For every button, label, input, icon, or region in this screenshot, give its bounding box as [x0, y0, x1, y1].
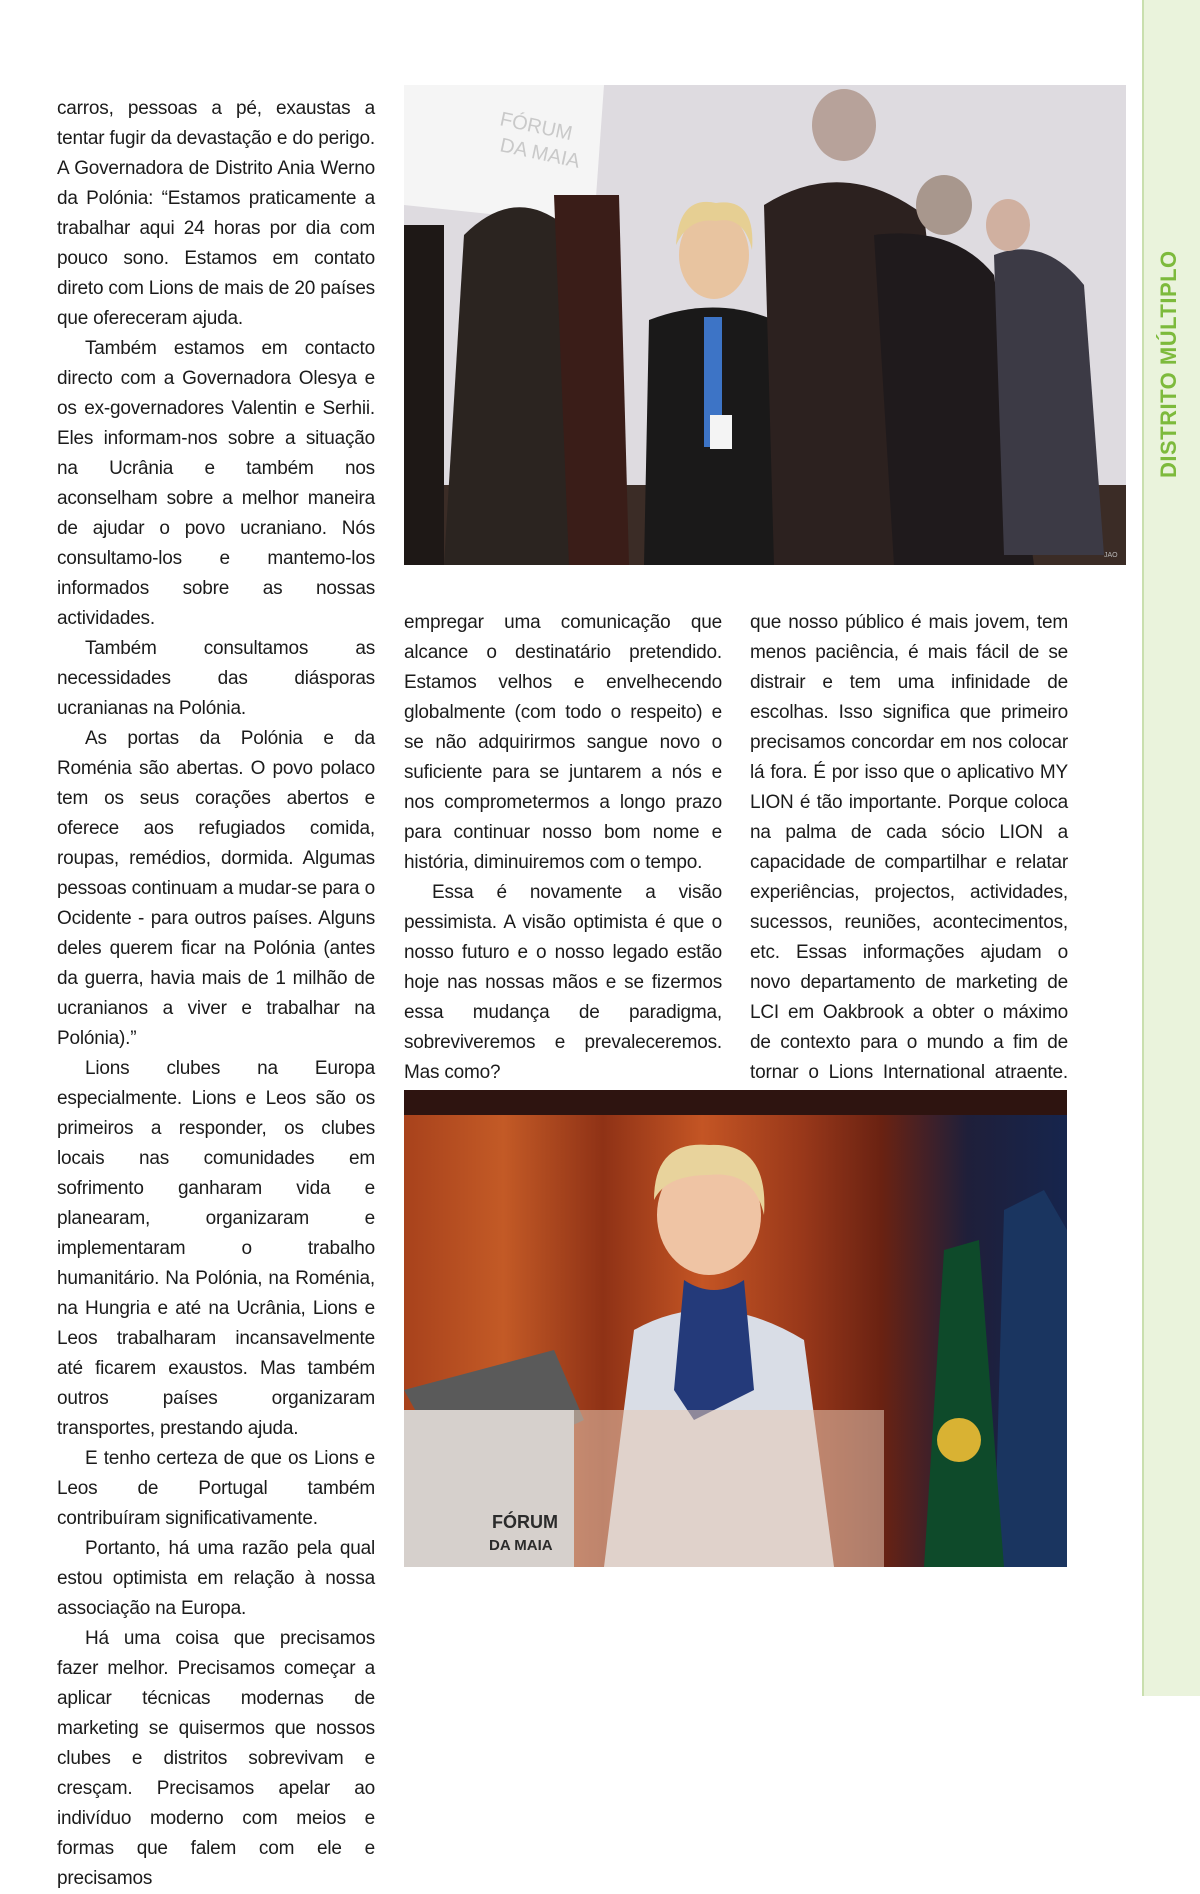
- photo-watermark: JAO: [1104, 552, 1118, 559]
- paragraph: Essa é novamente a visão pessimista. A visão optimista é que o nosso futuro e o nosso legado estão hoje nas nossas mãos e se fizermos essa mudança de paradigma, sobreviveremos e prevaleceremos. Mas como?: [404, 882, 722, 1083]
- paragraph: Há uma coisa que precisamos fazer melhor. Precisamos começar a aplicar técnicas modernas de marketing se quisermos que nossos clubes e distritos sobrevivam e cresçam. Precisamos apelar ao indivíduo moderno com meios e formas que falem com ele e precisamos: [57, 1628, 375, 1889]
- handshake-illustration: [404, 85, 1126, 565]
- speaker-illustration: [404, 1090, 1067, 1567]
- sign-text: FÓRUM: [497, 108, 575, 146]
- paragraph: E tenho certeza de que os Lions e Leos de Portugal também contribuíram significativamente.: [57, 1448, 375, 1529]
- event-photo-speaker: [404, 1090, 1067, 1567]
- paragraph: carros, pessoas a pé, exaustas a tentar fugir da devastação e do perigo. A Governadora de Distrito Ania Werno da Polónia: “Estamos praticamente a trabalhar aqui 24 horas por dia com pouco sono. Estamos em contato direto com Lions de mais de 20 países que ofereceram ajuda.: [57, 98, 375, 329]
- text-column-2: [404, 608, 722, 1148]
- text-column-1: [57, 94, 375, 1894]
- paragraph: Lions clubes na Europa especialmente. Lions e Leos são os primeiros a responder, os clubes locais nas comunidades em sofrimento ganharam vida e planearam, organizaram e implementaram o trabalho humanitário. Na Polónia, na Roménia, na Hungria e até na Ucrânia, Lions e Leos trabalharam incansavelmente até ficarem exaustos. Mas também outros países organizaram transportes, prestando ajuda.: [57, 1058, 375, 1439]
- paragraph: Também consultamos as necessidades das diásporas ucranianas na Polónia.: [57, 638, 375, 719]
- sign-text: DA MAIA: [497, 134, 582, 173]
- podium-text: FÓRUM: [492, 1512, 558, 1532]
- paragraph: Também estamos em contacto directo com a Governadora Olesya e os ex-governadores Valentin e Serhii. Eles informam-nos sobre a situação na Ucrânia e também nos aconselham sobre a melhor maneira de ajudar o povo ucraniano. Nós consultamo-los e mantemo-los informados sobre as nossas actividades.: [57, 338, 375, 629]
- text-column-3: [750, 608, 1068, 1118]
- paragraph: empregar uma comunicação que alcance o destinatário pretendido. Estamos velhos e envelhecendo globalmente (com todo o respeito) e se não adquirirmos sangue novo o suficiente para se juntarem a nós e nos comprometermos a longo prazo para continuar nosso bom nome e história, diminuiremos com o tempo.: [404, 612, 722, 873]
- paragraph: As portas da Polónia e da Roménia são abertas. O povo polaco tem os seus corações abertos e oferece aos refugiados comida, roupas, remédios, dormida. Algumas pessoas continuam a mudar-se para o Ocidente - para outros países. Alguns deles querem ficar na Polónia (antes da guerra, havia mais de 1 milhão de ucranianos a viver e trabalhar na Polónia).”: [57, 728, 375, 1049]
- event-photo-handshake: [404, 85, 1126, 565]
- paragraph: que nosso público é mais jovem, tem menos paciência, é mais fácil de se distrair e tem uma infinidade de escolhas. Isso significa que primeiro precisamos concordar em nos colocar lá fora. É por isso que o aplicativo MY LION é tão importante. Porque coloca na palma de cada sócio LION a capacidade de compartilhar e relatar experiências, projectos, actividades, sucessos, reuniões, acontecimentos, etc. Essas informações ajudam o novo departamento de marketing de LCI em Oakbrook a obter o máximo de contexto para o mundo a fim de tornar o Lions International atraente.: [750, 612, 1068, 1083]
- section-label: DISTRITO MÚLTIPLO: [1156, 250, 1181, 478]
- podium-text: DA MAIA: [489, 1537, 553, 1554]
- paragraph: Portanto, há uma razão pela qual estou optimista em relação à nossa associação na Europa.: [57, 1538, 375, 1619]
